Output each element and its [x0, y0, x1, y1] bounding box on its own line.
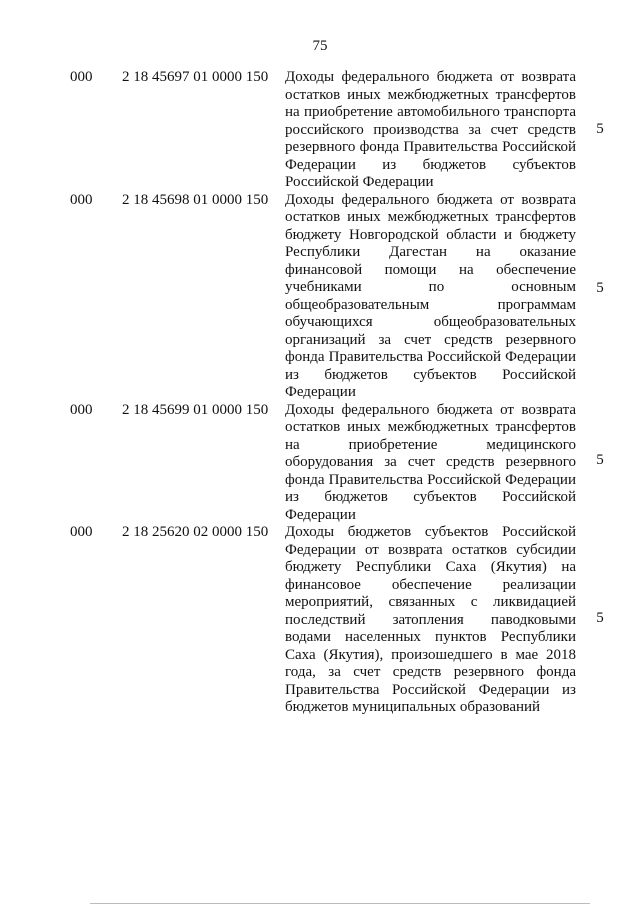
budget-classification-code: 2 18 45697 01 0000 150: [122, 69, 269, 85]
admin-code: 000: [70, 69, 93, 85]
table-row: [0, 524, 640, 717]
budget-classification-code: 2 18 25620 02 0000 150: [122, 524, 269, 540]
revenue-description: Доходы бюджетов субъектов Российской Федерации от возврата остатков субсидии бюджету Республики Саха (Якутия) на финансовое обеспечение реализации мероприятий, связанных с ликвидацией последствий затопления паводковыми водами населенных пунктов Республики Саха (Якутия), произошедшего в мае 2018 года, за счет средств резервного фонда Правительства Российской Федерации из бюджетов муниципальных образований: [285, 524, 576, 715]
admin-code: 000: [70, 524, 93, 540]
revenue-codes-table: [0, 69, 640, 717]
page-number: 75: [312, 38, 328, 54]
distribution-norm: 5: [596, 279, 604, 296]
budget-classification-code: 2 18 45698 01 0000 150: [122, 191, 269, 208]
distribution-norm: 5: [596, 121, 604, 137]
page-bottom-edge: [90, 903, 590, 904]
revenue-description: Доходы федерального бюджета от возврата остатков иных межбюджетных трансфертов бюджету Новгородской области и бюджету Республики Дагестан на оказание финансовой помощи на обеспечение учебниками по основным общеобразовательным программам обучающихся общеобразовательных организаций за счет средств резервного фонда Правительства Российской Федерации из бюджетов субъектов Российской Федерации: [285, 191, 576, 400]
revenue-description: Доходы федерального бюджета от возврата остатков иных межбюджетных трансфертов на приобретение медицинского оборудования за счет средств резервного фонда Правительства Российской Федерации из бюджетов субъектов Российской Федерации: [285, 401, 576, 523]
distribution-norm: 5: [596, 610, 604, 626]
distribution-norm: 5: [596, 451, 604, 468]
admin-code: 000: [70, 401, 93, 418]
revenue-description: Доходы федерального бюджета от возврата остатков иных межбюджетных трансфертов на приобретение автомобильного транспорта российского производства за счет средств резервного фонда Правительства Российской Федерации из бюджетов субъектов Российской Федерации: [285, 69, 576, 190]
table-row: [0, 402, 640, 525]
table-row: [0, 192, 640, 402]
budget-classification-code: 2 18 45699 01 0000 150: [122, 401, 269, 418]
admin-code: 000: [70, 191, 93, 208]
table-row: [0, 69, 640, 192]
